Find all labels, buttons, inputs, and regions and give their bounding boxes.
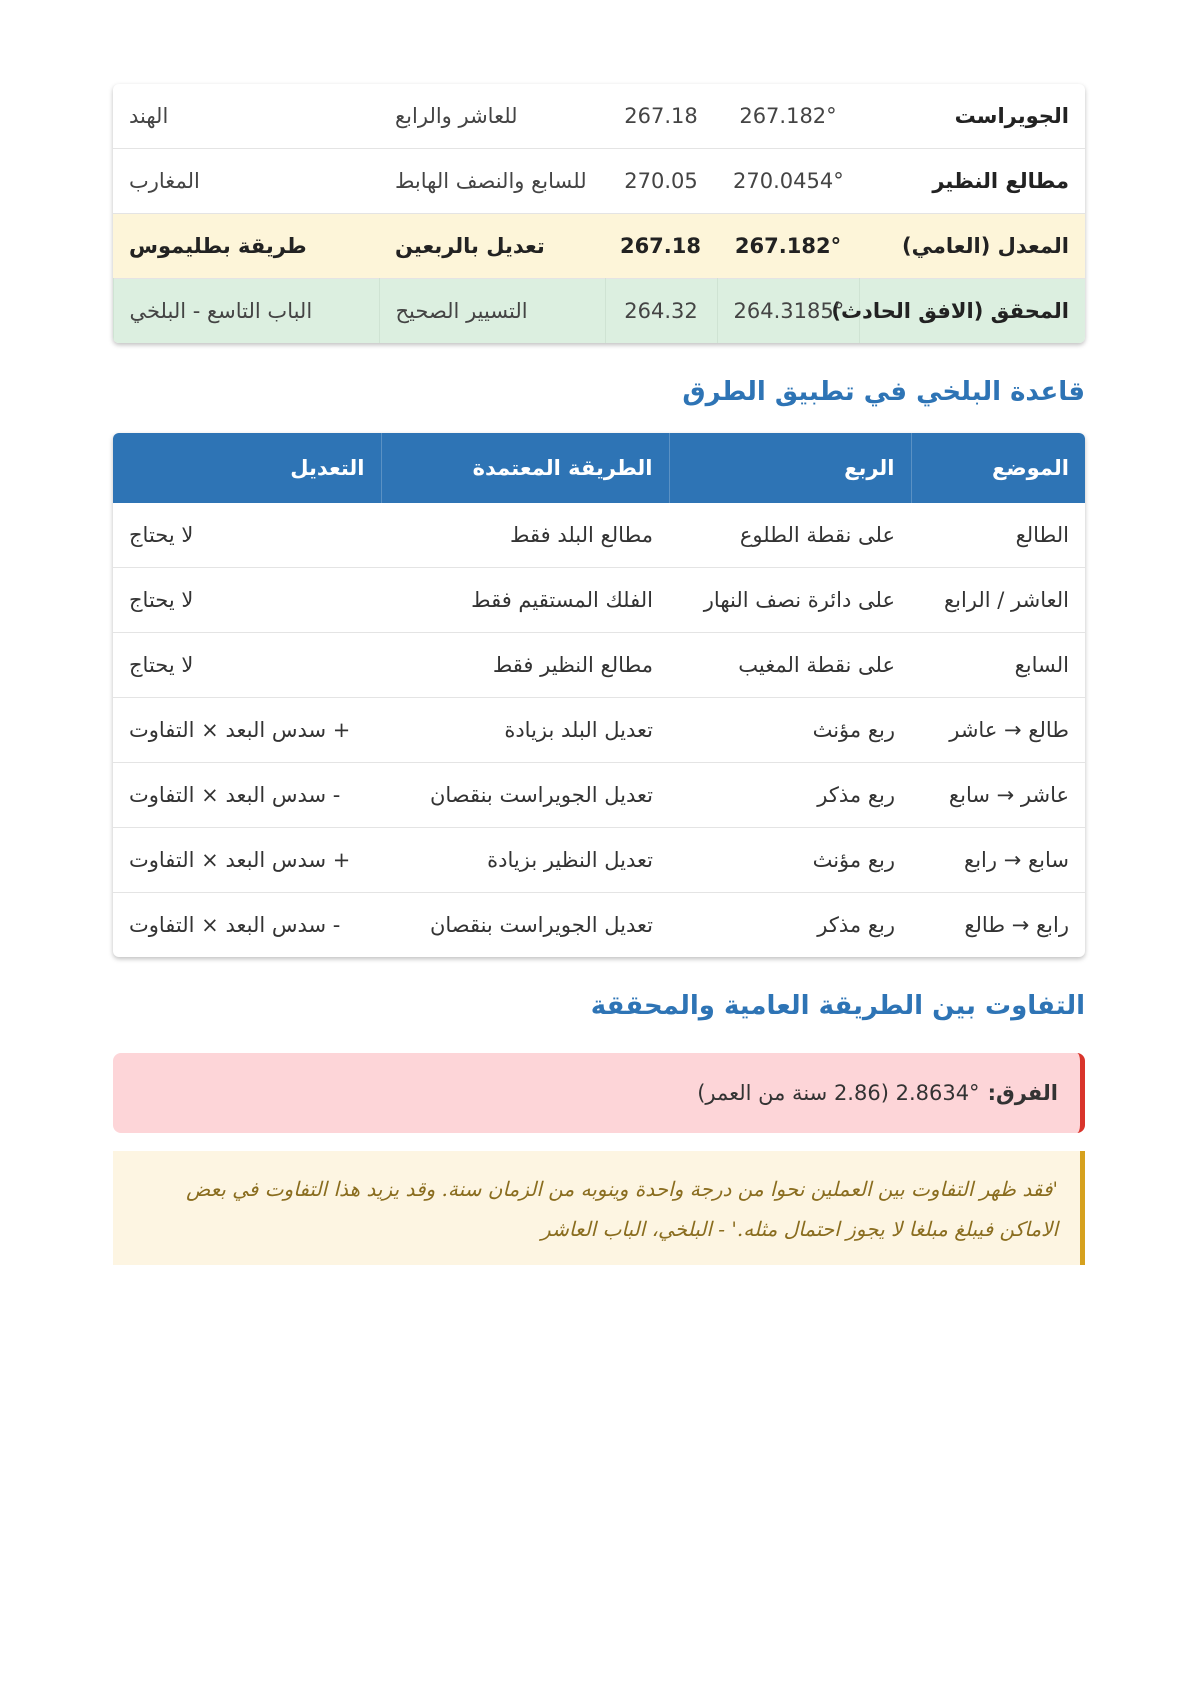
- method-cell: مطالع النظير فقط: [381, 633, 669, 698]
- method-name: المعدل (العامي): [859, 214, 1085, 279]
- correction-cell: لا يحتاج: [129, 523, 194, 547]
- section-title-difference: التفاوت بين الطريقة العامية والمحققة: [590, 991, 1085, 1021]
- position-cell: سابع → رابع: [911, 828, 1085, 893]
- degree-value: 264.3185°: [717, 279, 859, 344]
- correction-cell: لا يحتاج: [113, 568, 381, 633]
- source-label: طريقة بطليموس: [113, 214, 379, 279]
- position-cell: رابع → طالع: [911, 893, 1085, 958]
- quadrant-cell: على دائرة نصف النهار: [669, 568, 911, 633]
- usage-desc: للسابع والنصف الهابط: [379, 149, 605, 214]
- method-name: المحقق (الافق الحادث): [859, 279, 1085, 344]
- quadrant-cell: ربع مؤنث: [669, 698, 911, 763]
- correction-cell: - سدس البعد × التفاوت: [113, 893, 381, 958]
- position-cell: السابع: [911, 633, 1085, 698]
- quadrant-cell: ربع مذكر: [669, 763, 911, 828]
- difference-alert: [113, 1053, 1085, 1133]
- comparison-row: [113, 84, 1085, 149]
- source-label: الهند: [129, 104, 169, 128]
- rules-table: [113, 433, 1085, 957]
- method-cell: تعديل الجويراست بنقصان: [381, 763, 669, 828]
- header-correction: التعديل: [113, 433, 381, 503]
- method-cell: الفلك المستقيم فقط: [381, 568, 669, 633]
- position-cell: الطالع: [1015, 523, 1069, 547]
- rounded-value: 267.18: [605, 214, 717, 279]
- usage-desc: للعاشر والرابع: [395, 104, 518, 128]
- method-cell: تعديل الجويراست بنقصان: [381, 893, 669, 958]
- method-name: الجويراست: [954, 104, 1069, 128]
- quadrant-cell: على نقطة المغيب: [669, 633, 911, 698]
- usage-desc: تعديل بالربعين: [379, 214, 605, 279]
- header-quadrant: الربع: [669, 433, 911, 503]
- section-title-balkhi-rule: قاعدة البلخي في تطبيق الطرق: [682, 377, 1085, 407]
- table-row: [113, 503, 1085, 568]
- rounded-value: 264.32: [605, 279, 717, 344]
- method-cell: مطالع البلد فقط: [510, 523, 653, 547]
- degree-value: 267.182°: [717, 214, 859, 279]
- method-name: مطالع النظير: [859, 149, 1085, 214]
- table-row: [113, 763, 1085, 828]
- table-row: [113, 698, 1085, 763]
- rounded-value: 267.18: [624, 104, 698, 128]
- quote-text: 'فقد ظهر التفاوت بين العملين نحوا من درجة واحدة وينوبه من الزمان سنة. وقد يزيد هذا التفاوت في بعض الاماكن فيبلغ مبلغا لا يجوز احتمال مثله.' - البلخي، الباب العاشر: [186, 1177, 1058, 1241]
- comparison-row: [113, 214, 1085, 279]
- degree-value: 270.0454°: [717, 149, 859, 214]
- source-label: المغارب: [113, 149, 379, 214]
- correction-cell: لا يحتاج: [113, 633, 381, 698]
- degree-value: 267.182°: [739, 104, 837, 128]
- balkhi-quote: [113, 1151, 1085, 1265]
- header-method: الطريقة المعتمدة: [381, 433, 669, 503]
- comparison-row: [113, 149, 1085, 214]
- source-label: الباب التاسع - البلخي: [113, 279, 379, 344]
- rules-table-header: [113, 433, 1085, 503]
- quadrant-cell: ربع مؤنث: [669, 828, 911, 893]
- difference-label: الفرق:: [987, 1081, 1058, 1105]
- method-cell: تعديل النظير بزيادة: [381, 828, 669, 893]
- table-row: [113, 828, 1085, 893]
- table-row: [113, 633, 1085, 698]
- table-row: [113, 893, 1085, 958]
- quadrant-cell: ربع مذكر: [669, 893, 911, 958]
- position-cell: عاشر → سابع: [911, 763, 1085, 828]
- difference-value: 2.8634° (2.86 سنة من العمر): [697, 1081, 980, 1105]
- document-page: [113, 84, 1085, 1265]
- position-cell: طالع → عاشر: [911, 698, 1085, 763]
- comparison-row: [113, 279, 1085, 344]
- correction-cell: - سدس البعد × التفاوت: [113, 763, 381, 828]
- usage-desc: التسيير الصحيح: [379, 279, 605, 344]
- method-cell: تعديل البلد بزيادة: [381, 698, 669, 763]
- correction-cell: + سدس البعد × التفاوت: [113, 828, 381, 893]
- rounded-value: 270.05: [605, 149, 717, 214]
- quadrant-cell: على نقطة الطلوع: [739, 523, 895, 547]
- comparison-table: [113, 84, 1085, 343]
- position-cell: العاشر / الرابع: [911, 568, 1085, 633]
- table-row: [113, 568, 1085, 633]
- header-position: الموضع: [911, 433, 1085, 503]
- correction-cell: + سدس البعد × التفاوت: [113, 698, 381, 763]
